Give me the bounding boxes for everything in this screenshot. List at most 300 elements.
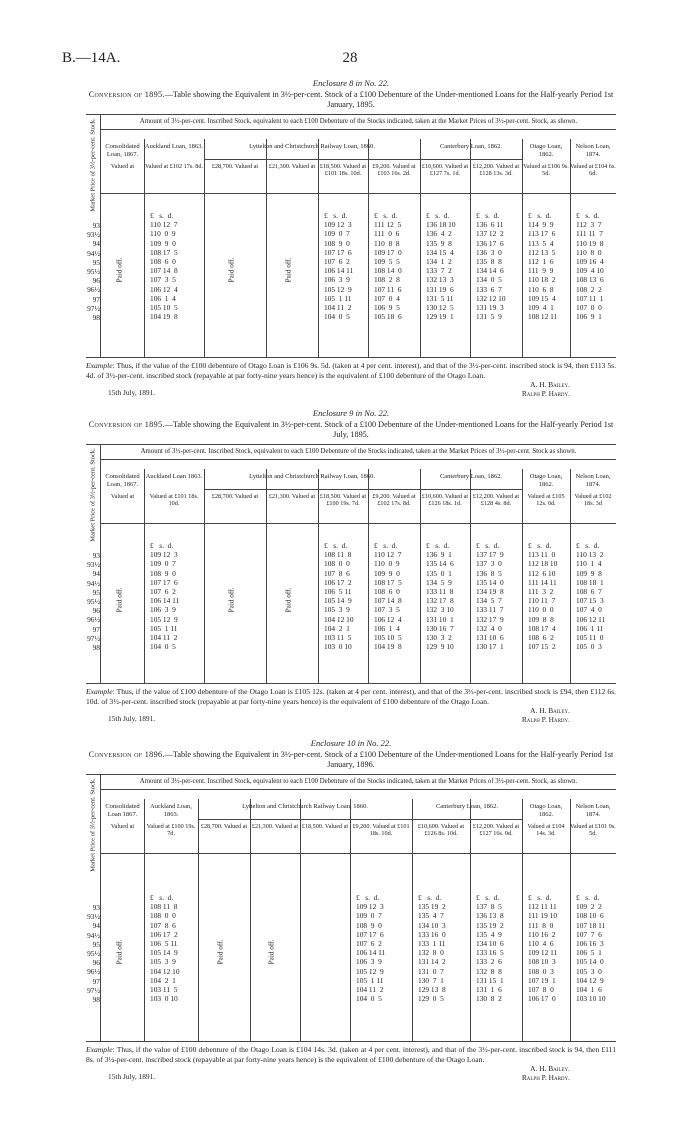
- table-cell: 109 12 11: [528, 948, 558, 958]
- table-cell: 108 9 0: [324, 238, 350, 248]
- table-cell: 109 0 7: [356, 911, 382, 921]
- signer-name: A. H. Bailey.: [530, 706, 570, 716]
- valued-at-header: Valued at £101 18s. 10d.: [149, 493, 199, 507]
- loan-header: Auckland Loan, 1863.: [150, 803, 192, 818]
- stock-value-column: [576, 893, 606, 1003]
- valued-at-header: £21,300. Valued at: [268, 493, 316, 500]
- table-cell: 112 13 5: [528, 247, 556, 257]
- table-cell: 107 19 1: [528, 975, 556, 985]
- enclosure-section: [86, 738, 616, 1084]
- signature-date: 15th July, 1891.: [108, 1072, 156, 1082]
- equivalent-table: [86, 444, 616, 684]
- column-units: £ s. d.: [528, 211, 552, 220]
- stock-value-column: [426, 211, 456, 321]
- group-rule: [198, 819, 412, 820]
- table-cell: 106 9 1: [576, 312, 602, 322]
- valued-at-header: £28,700. Valued at: [211, 493, 259, 500]
- price-value: 98: [92, 313, 100, 323]
- valued-at-header: £9,200. Valued at £101 18s. 10d.: [352, 823, 410, 837]
- table-cell: 129 13 8: [418, 985, 446, 995]
- column-units: £ s. d.: [356, 893, 380, 902]
- table-cell: 135 4 9: [476, 929, 502, 939]
- price-value: 93½: [87, 230, 100, 240]
- table-cell: 130 16 7: [426, 623, 454, 633]
- column-units: £ s. d.: [150, 211, 174, 220]
- price-value: 94½: [87, 578, 100, 588]
- table-cell: 108 11 8: [324, 550, 352, 560]
- table-cell: 132 4 0: [476, 623, 502, 633]
- table-cell: 112 1 6: [528, 257, 554, 267]
- paid-off-label: Paid off.: [227, 587, 236, 613]
- table-cell: 107 0 0: [576, 303, 602, 313]
- table-cell: 131 10 6: [476, 633, 504, 643]
- table-cell: 131 14 2: [418, 957, 446, 967]
- enclosure-section: [86, 78, 616, 400]
- table-cell: 109 16 4: [576, 257, 604, 267]
- column-units: £ s. d.: [576, 893, 600, 902]
- paid-off-label: Paid off.: [114, 587, 123, 613]
- valued-at-header: Valued at: [110, 823, 135, 830]
- valued-at-header: Valued at £104 6s. 6d.: [570, 163, 616, 177]
- table-cell: 129 0 5: [418, 994, 444, 1004]
- stock-value-column: [528, 893, 557, 1003]
- table-cell: 106 16 3: [576, 939, 604, 949]
- table-cell: 106 17 0: [528, 994, 556, 1004]
- price-value: 98: [92, 995, 100, 1005]
- table-cell: 133 11 7: [476, 605, 504, 615]
- stock-value-column: [576, 211, 604, 321]
- price-value: 95½: [87, 597, 100, 607]
- stock-value-column: [426, 541, 454, 651]
- header-rule: [101, 523, 616, 524]
- enclosure-label: Enclosure 9 in No. 22.: [312, 408, 390, 418]
- price-value: 97½: [87, 985, 100, 995]
- price-value: 93: [92, 221, 100, 230]
- example-note: [86, 1045, 616, 1064]
- stock-value-column: [150, 893, 180, 1003]
- table-cell: 108 2 8: [374, 275, 400, 285]
- table-cell: 134 0 5: [476, 275, 502, 285]
- page-header: [62, 50, 638, 70]
- table-cell: 135 19 2: [476, 920, 504, 930]
- paid-off-label: Paid off.: [267, 939, 276, 965]
- price-value: 96½: [87, 285, 100, 295]
- table-cell: 136 17 6: [476, 238, 504, 248]
- column-units: £ s. d.: [476, 211, 500, 220]
- stock-value-column: [528, 211, 557, 321]
- table-cell: 111 8 0: [528, 920, 554, 930]
- table-cell: 112 3 7: [576, 220, 602, 230]
- title-lead: Conversion of 1895.: [88, 420, 165, 429]
- loan-header: Otago Loan, 1862.: [529, 143, 563, 158]
- table-cell: 108 0 0: [150, 911, 176, 921]
- example-note: [86, 687, 616, 706]
- table-cell: 104 12 10: [150, 966, 180, 976]
- price-value: 94½: [87, 930, 100, 940]
- column-rule: [144, 139, 145, 357]
- table-cell: 136 18 10: [426, 220, 456, 230]
- table-cell: 103 0 10: [324, 642, 352, 652]
- column-rule: [250, 799, 251, 1041]
- table-cell: 109 12 3: [356, 902, 384, 912]
- table-cell: 110 12 7: [150, 220, 178, 230]
- table-cell: 105 12 9: [150, 614, 178, 624]
- table-cell: 108 17 5: [374, 577, 402, 587]
- equivalent-table: [86, 114, 616, 358]
- group-rule: [204, 489, 420, 490]
- table-cell: 110 13 2: [576, 550, 604, 560]
- table-cell: 110 0 0: [528, 605, 554, 615]
- column-units: £ s. d.: [150, 893, 174, 902]
- stock-value-column: [576, 541, 605, 651]
- table-cell: 133 11 8: [426, 587, 454, 597]
- table-cell: 110 8 0: [576, 247, 602, 257]
- table-cell: 106 5 11: [324, 587, 352, 597]
- table-cell: 131 1 6: [476, 985, 502, 995]
- table-cell: 107 14 8: [150, 266, 178, 276]
- signature-block: [86, 1064, 616, 1084]
- table-cell: 111 0 6: [374, 229, 400, 239]
- table-cell: 131 10 1: [426, 614, 454, 624]
- price-value: 95: [92, 587, 100, 597]
- table-cell: 108 0 3: [528, 966, 554, 976]
- table-cell: 104 2 1: [324, 623, 350, 633]
- table-cell: 107 17 6: [356, 929, 384, 939]
- table-cell: 105 14 9: [324, 596, 352, 606]
- example-label: Example: [86, 687, 113, 696]
- loan-header: Otago Loan, 1862.: [529, 803, 563, 818]
- table-cell: 134 10 6: [476, 939, 504, 949]
- loan-header: Canterbury Loan, 1862.: [435, 803, 499, 810]
- equivalent-table: [86, 774, 616, 1042]
- page-ref: B.—14A.: [62, 50, 121, 66]
- table-cell: 131 19 3: [476, 303, 504, 313]
- valued-at-header: £18,500. Valued at £101 18s. 10d.: [319, 163, 367, 177]
- table-cell: 108 17 4: [528, 623, 556, 633]
- table-cell: 136 8 5: [476, 568, 502, 578]
- table-cell: 132 8 8: [476, 966, 502, 976]
- column-rule: [204, 139, 205, 357]
- table-cell: 108 13 6: [576, 275, 604, 285]
- table-cell: 134 1 2: [426, 257, 452, 267]
- valued-at-header: £18,500. Valued at: [301, 823, 349, 830]
- signature-block: [86, 706, 616, 726]
- stock-value-column: [150, 211, 178, 321]
- signer-name: Ralph P. Hardy.: [521, 1073, 570, 1083]
- valued-at-header: £12,200. Valued at £127 16s. 0d.: [472, 823, 520, 837]
- table-cell: 110 1 4: [576, 559, 602, 569]
- example-label: Example: [86, 361, 113, 370]
- loan-header: Auckland Loan, 1863.: [144, 143, 204, 150]
- table-cell: 135 4 7: [418, 911, 444, 921]
- column-rule: [204, 469, 205, 683]
- column-units: £ s. d.: [426, 211, 450, 220]
- price-value: 95: [92, 939, 100, 949]
- table-cell: 112 6 10: [528, 568, 556, 578]
- table-cell: 103 10 10: [576, 994, 606, 1004]
- table-cell: 107 11 6: [374, 284, 402, 294]
- table-cell: 111 19 10: [528, 911, 558, 921]
- stock-value-column: [476, 211, 506, 321]
- price-list: [86, 551, 100, 652]
- table-cell: 130 7 1: [418, 975, 444, 985]
- valued-at-header: Valued at: [110, 163, 135, 170]
- valued-at-header: Valued at £104 14s. 3d.: [527, 823, 565, 837]
- price-value: 96½: [87, 967, 100, 977]
- table-cell: 109 17 0: [374, 247, 402, 257]
- valued-at-header: £21,300. Valued at: [268, 163, 316, 170]
- column-units: £ s. d.: [576, 211, 600, 220]
- table-cell: 104 1 6: [576, 985, 602, 995]
- table-cell: 105 14 9: [150, 948, 178, 958]
- signature-date: 15th July, 1891.: [108, 388, 156, 398]
- table-cell: 107 8 6: [150, 920, 176, 930]
- signature-block: [86, 380, 616, 400]
- table-cell: 113 5 4: [528, 238, 554, 248]
- valued-at-header: £10,600. Valued at £126 8s. 10d.: [417, 823, 465, 837]
- table-cell: 108 10 3: [528, 957, 556, 967]
- table-cell: 134 19 8: [476, 587, 504, 597]
- example-text: : Thus, if the value of £100 debenture of the Otago Loan is £104 14s. 3d. (taken at 4 per cent. interest), and that of the 3½-per-cent. inscribed stock is 94, then £111 8s. of 3½-per-cent. inscribed stock (repayable at par forty-nine years hence) is the equivalent of £100 debenture of the Otago Loan.: [86, 1045, 616, 1064]
- table-cell: 107 6 2: [150, 587, 176, 597]
- paid-off-label: Paid off.: [114, 939, 123, 965]
- paid-off-label: Paid off.: [216, 939, 225, 965]
- table-cell: 108 9 0: [356, 920, 382, 930]
- table-cell: 106 17 2: [150, 929, 178, 939]
- column-rule: [266, 139, 267, 357]
- table-cell: 129 19 1: [426, 312, 454, 322]
- table-cell: 105 3 9: [150, 957, 176, 967]
- valued-at-header: £18,500. Valued at £100 19s. 7d.: [319, 493, 367, 507]
- table-cell: 107 15 2: [528, 642, 556, 652]
- table-cell: 106 5 11: [150, 939, 178, 949]
- table-cell: 107 0 4: [374, 293, 400, 303]
- table-cell: 135 19 2: [418, 902, 446, 912]
- table-cell: 104 19 8: [374, 642, 402, 652]
- table-cell: 109 12 3: [324, 220, 352, 230]
- signer-name: Ralph P. Hardy.: [521, 389, 570, 399]
- table-cell: 106 1 4: [374, 623, 400, 633]
- main-column-header: Amount of 3½-per-cent. Inscribed Stock, equivalent to each £100 Debenture of the Stocks indicated, taken at the Market Prices of 3½-per-cent. Stock, as shown.: [101, 115, 616, 130]
- table-cell: 131 0 7: [418, 966, 444, 976]
- table-cell: 104 12 10: [324, 614, 354, 624]
- price-value: 94: [92, 569, 100, 579]
- table-title: [86, 420, 616, 440]
- table-cell: 134 15 4: [426, 247, 454, 257]
- table-cell: 106 12 4: [150, 284, 178, 294]
- loan-header: Canterbury Loan, 1862.: [439, 143, 503, 150]
- price-value: 95½: [87, 949, 100, 959]
- price-value: 95: [92, 257, 100, 267]
- example-note: [86, 361, 616, 380]
- header-rule: [101, 853, 616, 854]
- loan-header: Consolidated Loan, 1867.: [105, 473, 140, 488]
- table-cell: 133 6 7: [476, 284, 502, 294]
- table-cell: 131 5 9: [476, 312, 502, 322]
- table-cell: 106 3 9: [324, 275, 350, 285]
- table-cell: 106 3 9: [150, 605, 176, 615]
- table-cell: 113 11 0: [528, 550, 556, 560]
- table-cell: 105 1 11: [324, 293, 352, 303]
- table-cell: 104 0 5: [324, 312, 350, 322]
- valued-at-header: Valued at: [110, 493, 135, 500]
- table-cell: 111 11 7: [576, 229, 603, 239]
- table-cell: 107 14 8: [374, 596, 402, 606]
- table-cell: 133 2 6: [476, 957, 502, 967]
- valued-at-header: Valued at £100 19s. 7d.: [146, 823, 196, 837]
- table-cell: 135 14 0: [476, 577, 504, 587]
- table-cell: 105 1 11: [150, 623, 178, 633]
- stock-value-column: [476, 541, 504, 651]
- valued-at-header: £28,700. Valued at: [211, 163, 259, 170]
- table-cell: 134 5 9: [426, 577, 452, 587]
- column-units: £ s. d.: [476, 893, 500, 902]
- table-cell: 136 3 0: [476, 247, 502, 257]
- table-cell: 134 10 3: [418, 920, 446, 930]
- table-cell: 110 11 7: [528, 596, 556, 606]
- table-cell: 134 14 6: [476, 266, 504, 276]
- table-cell: 137 3 0: [476, 559, 502, 569]
- table-cell: 105 11 0: [576, 633, 604, 643]
- table-cell: 134 5 7: [476, 596, 502, 606]
- table-title: [86, 750, 616, 770]
- stock-value-column: [324, 541, 354, 651]
- table-cell: 108 9 0: [150, 568, 176, 578]
- price-list: [86, 903, 100, 1004]
- table-cell: 105 10 5: [150, 303, 178, 313]
- table-cell: 105 10 5: [374, 633, 402, 643]
- table-cell: 104 11 2: [324, 303, 352, 313]
- table-cell: 103 11 5: [324, 633, 352, 643]
- price-value: 97½: [87, 633, 100, 643]
- price-value: 97: [92, 294, 100, 304]
- signer-name: A. H. Bailey.: [530, 1064, 570, 1074]
- table-cell: 105 1 11: [356, 975, 384, 985]
- table-cell: 104 19 8: [150, 312, 178, 322]
- table-cell: 107 6 2: [356, 939, 382, 949]
- stock-value-column: [356, 893, 385, 1003]
- table-cell: 109 0 7: [150, 559, 176, 569]
- table-cell: 136 4 2: [426, 229, 452, 239]
- table-cell: 137 8 5: [476, 902, 502, 912]
- table-cell: 109 9 0: [374, 568, 400, 578]
- column-rule: [198, 799, 199, 1041]
- table-cell: 133 1 11: [418, 939, 446, 949]
- table-cell: 106 17 2: [324, 577, 352, 587]
- table-cell: 108 6 7: [576, 587, 602, 597]
- signature-date: 15th July, 1891.: [108, 714, 156, 724]
- table-cell: 106 12 11: [576, 614, 606, 624]
- table-cell: 109 2 2: [576, 902, 602, 912]
- column-units: £ s. d.: [374, 211, 398, 220]
- group-rule: [204, 159, 420, 160]
- table-cell: 109 9 8: [576, 568, 602, 578]
- column-units: £ s. d.: [418, 893, 442, 902]
- table-cell: 109 15 4: [528, 293, 556, 303]
- table-cell: 129 9 10: [426, 642, 454, 652]
- valued-at-header: £21,300. Valued at: [251, 823, 299, 830]
- table-cell: 107 7 6: [576, 929, 602, 939]
- main-column-header: Amount of 3½-per-cent. Inscribed Stock, equivalent to each £100 Debenture of the Stocks indicated, taken at the Market Prices of 3½-per-cent. Stock as shown.: [101, 445, 616, 460]
- valued-at-header: £28,700. Valued at: [200, 823, 248, 830]
- table-cell: 110 6 8: [528, 284, 554, 294]
- table-cell: 132 17 8: [426, 596, 454, 606]
- column-units: £ s. d.: [324, 541, 348, 550]
- table-cell: 107 4 0: [576, 605, 602, 615]
- example-label: Example: [86, 1045, 113, 1054]
- table-cell: 107 11 1: [576, 293, 604, 303]
- stock-value-column: [528, 541, 557, 651]
- page-number: 28: [342, 50, 358, 66]
- table-cell: 110 4 6: [528, 939, 554, 949]
- table-cell: 110 8 8: [374, 238, 400, 248]
- table-cell: 104 11 2: [356, 985, 384, 995]
- table-cell: 108 6 0: [374, 587, 400, 597]
- table-cell: 105 12 9: [324, 284, 352, 294]
- paid-off-label: Paid off.: [284, 257, 293, 283]
- market-price-header: Market Price of 3½-per-cent. Stock.: [89, 778, 97, 872]
- table-cell: 107 17 6: [324, 247, 352, 257]
- loan-header: Consolidated Loan, 1867.: [105, 143, 140, 158]
- table-cell: 104 0 5: [356, 994, 382, 1004]
- enclosure-label: Enclosure 8 in No. 22.: [312, 78, 390, 88]
- table-cell: 106 1 4: [150, 293, 176, 303]
- column-units: £ s. d.: [476, 541, 500, 550]
- table-cell: 111 14 11: [528, 577, 557, 587]
- title-text: —Table showing the Equivalent in 3½-per-cent. Stock of a £100 Debenture of the Under-mentioned Loans for the Half-yearly Period 1st January, 1896.: [164, 750, 614, 769]
- price-value: 97½: [87, 303, 100, 313]
- table-cell: 106 14 11: [324, 266, 354, 276]
- example-text: : Thus, if the value of the £100 debenture of Otago Loan is £106 9s. 5d. (taken at 4 per cent. interest), and that of the 3½-per-cent. inscribed stock is 94, then £113 5s. 4d. of 3½-per-cent. inscribed stock (repayable at par forty-nine years hence) is the equivalent of £100 debenture of the Otago Loan.: [86, 361, 616, 380]
- table-cell: 107 3 5: [374, 605, 400, 615]
- stock-value-column: [476, 893, 504, 1003]
- loan-header: Otago Loan, 1862.: [529, 473, 563, 488]
- table-cell: 111 12 5: [374, 220, 402, 230]
- table-cell: 107 8 0: [528, 985, 554, 995]
- table-cell: 109 0 7: [324, 229, 350, 239]
- table-cell: 107 15 3: [576, 596, 604, 606]
- price-value: 95½: [87, 267, 100, 277]
- table-cell: 105 3 0: [576, 966, 602, 976]
- table-cell: 104 0 5: [150, 642, 176, 652]
- table-cell: 137 12 2: [476, 229, 504, 239]
- price-value: 96: [92, 276, 100, 286]
- group-rule: [412, 819, 522, 820]
- table-cell: 104 12 9: [576, 975, 604, 985]
- stock-value-column: [324, 211, 353, 321]
- loan-header: Auckland Loan 1863.: [145, 473, 203, 480]
- table-cell: 108 2 2: [576, 284, 602, 294]
- table-cell: 136 13 8: [476, 911, 504, 921]
- table-cell: 135 14 6: [426, 559, 454, 569]
- column-units: £ s. d.: [528, 893, 552, 902]
- price-value: 93: [92, 903, 100, 912]
- table-cell: 130 8 2: [476, 994, 502, 1004]
- table-cell: 108 6 2: [528, 633, 554, 643]
- table-cell: 111 3 2: [528, 587, 554, 597]
- table-cell: 135 9 8: [426, 238, 452, 248]
- column-units: £ s. d.: [150, 541, 174, 550]
- price-value: 94: [92, 239, 100, 249]
- stock-value-column: [418, 893, 446, 1003]
- valued-at-header: Valued at £102 18s. 3d: [574, 493, 612, 507]
- table-cell: 105 0 3: [576, 642, 602, 652]
- loan-header: Nelson Loan, 1874.: [575, 473, 611, 488]
- table-cell: 105 12 9: [356, 966, 384, 976]
- valued-at-header: Valued at £102 17s. 8d.: [144, 163, 204, 170]
- table-cell: 109 4 10: [576, 266, 604, 276]
- valued-at-header: Valued at £106 9s. 5d.: [523, 163, 569, 177]
